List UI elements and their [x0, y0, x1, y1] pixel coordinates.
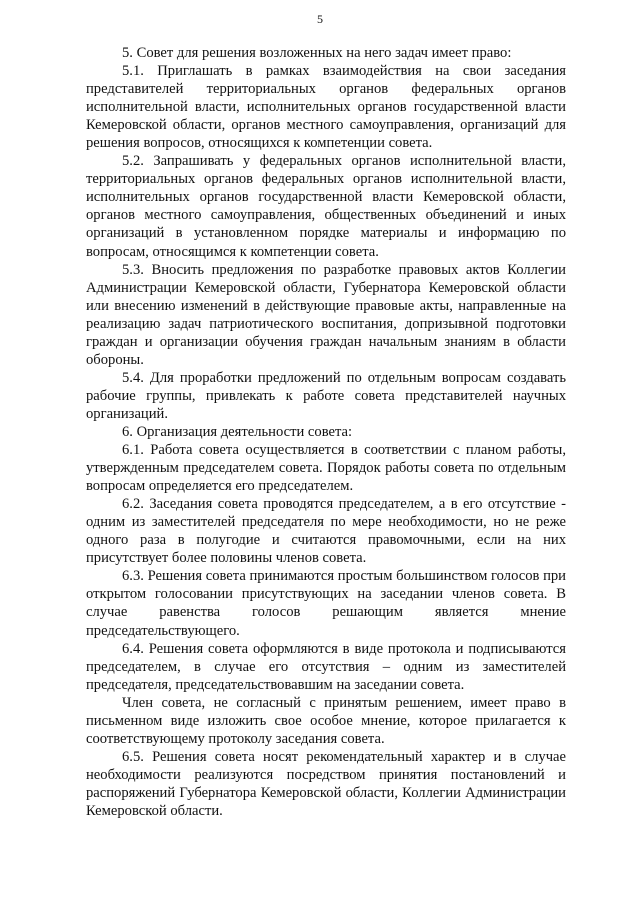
- paragraph-6-1: 6.1. Работа совета осуществляется в соответствии с планом работы, утвержденным председателем совета. Порядок работы совета по отдельным вопросам определяется его председателем.: [86, 442, 566, 495]
- paragraph-dissent: Член совета, не согласный с принятым решением, имеет право в письменном виде изложить свое особое мнение, которое прилагается к соответствующему протоколу заседания совета.: [86, 694, 566, 747]
- paragraph-6-2: 6.2. Заседания совета проводятся председателем, а в его отсутствие - одним из заместителей председателя по мере необходимости, но не реже одного раза в полугодие и считаются правомочными, если на них присутствует более половины членов совета.: [86, 496, 566, 567]
- paragraph-6-5: 6.5. Решения совета носят рекомендательный характер и в случае необходимости реализуются посредством принятия постановлений и распоряжений Губернатора Кемеровской области, Коллегии Администрации Кемеровской области.: [86, 748, 566, 819]
- paragraph-5-1: 5.1. Приглашать в рамках взаимодействия на свои заседания представителей территориальных органов федеральных органов исполнительной власти, исполнительных органов государственной власти Кемеровской области, органов местного самоуправления, организаций для решения вопросов, относящихся к компетенции совета.: [86, 63, 566, 152]
- page-number: 5: [317, 12, 323, 26]
- paragraph-6-4: 6.4. Решения совета оформляются в виде протокола и подписываются председателем, в случае его отсутствия – одним из заместителей председателя, председательствовавшим на заседании совета.: [86, 640, 566, 693]
- paragraph-6-3: 6.3. Решения совета принимаются простым большинством голосов при открытом голосовании присутствующих на заседании членов совета. В случае равенства голосов решающим является мнение председательствующего.: [86, 568, 566, 639]
- paragraph-6: 6. Организация деятельности совета:: [122, 423, 353, 440]
- paragraph-5-2: 5.2. Запрашивать у федеральных органов исполнительной власти, территориальных органов федеральных органов исполнительной власти, исполнительных органов государственной власти Кемеровской области, органов местного самоуправления, общественных объединений и иных организаций в установленном порядке материалы и информацию по вопросам, относящимся к компетенции совета.: [86, 153, 566, 260]
- paragraph-5: 5. Совет для решения возложенных на него задач имеет право:: [122, 45, 512, 61]
- document-body: [86, 44, 566, 820]
- paragraph-5-3: 5.3. Вносить предложения по разработке правовых актов Коллегии Администрации Кемеровской области, Губернатора Кемеровской области или внесению изменений в действующие правовые акты, направленные на реализацию задач патриотического воспитания, допризывной подготовки граждан и организации обучения граждан начальным знаниям в области обороны.: [86, 261, 566, 368]
- paragraph-5-4: 5.4. Для проработки предложений по отдельным вопросам создавать рабочие группы, привлекать к работе совета представителей научных организаций.: [86, 369, 566, 422]
